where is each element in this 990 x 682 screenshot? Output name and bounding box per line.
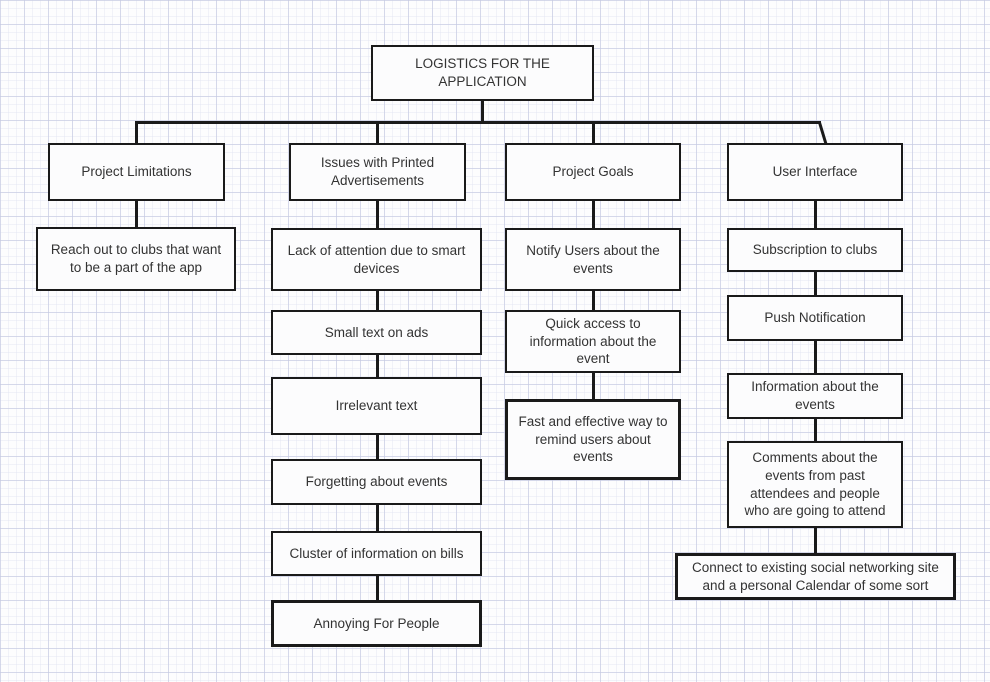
node-annoying-for-people: Annoying For People <box>271 600 482 647</box>
node-subscription-to-clubs: Subscription to clubs <box>727 228 903 272</box>
node-notify-users: Notify Users about the events <box>505 228 681 291</box>
node-information-about-events: Information about the events <box>727 373 903 419</box>
node-fast-effective-reminders: Fast and effective way to remind users about events <box>505 399 681 480</box>
node-comments-about-events: Comments about the events from past attendees and people who are going to attend <box>727 441 903 528</box>
node-project-goals: Project Goals <box>505 143 681 201</box>
node-project-limitations: Project Limitations <box>48 143 225 201</box>
node-logistics-root: LOGISTICS FOR THE APPLICATION <box>371 45 594 101</box>
node-push-notification: Push Notification <box>727 295 903 341</box>
node-quick-access-info: Quick access to information about the event <box>505 310 681 373</box>
node-user-interface: User Interface <box>727 143 903 201</box>
connector-line <box>820 123 827 145</box>
node-cluster-of-information: Cluster of information on bills <box>271 531 482 576</box>
node-lack-of-attention: Lack of attention due to smart devices <box>271 228 482 291</box>
node-issues-with-printed-ads: Issues with Printed Advertisements <box>289 143 466 201</box>
node-forgetting-about-events: Forgetting about events <box>271 459 482 505</box>
node-irrelevant-text: Irrelevant text <box>271 377 482 435</box>
node-connect-social-calendar: Connect to existing social networking site and a personal Calendar of some sort <box>675 553 956 600</box>
node-small-text-on-ads: Small text on ads <box>271 310 482 355</box>
node-reach-out-to-clubs: Reach out to clubs that want to be a part of the app <box>36 227 236 291</box>
